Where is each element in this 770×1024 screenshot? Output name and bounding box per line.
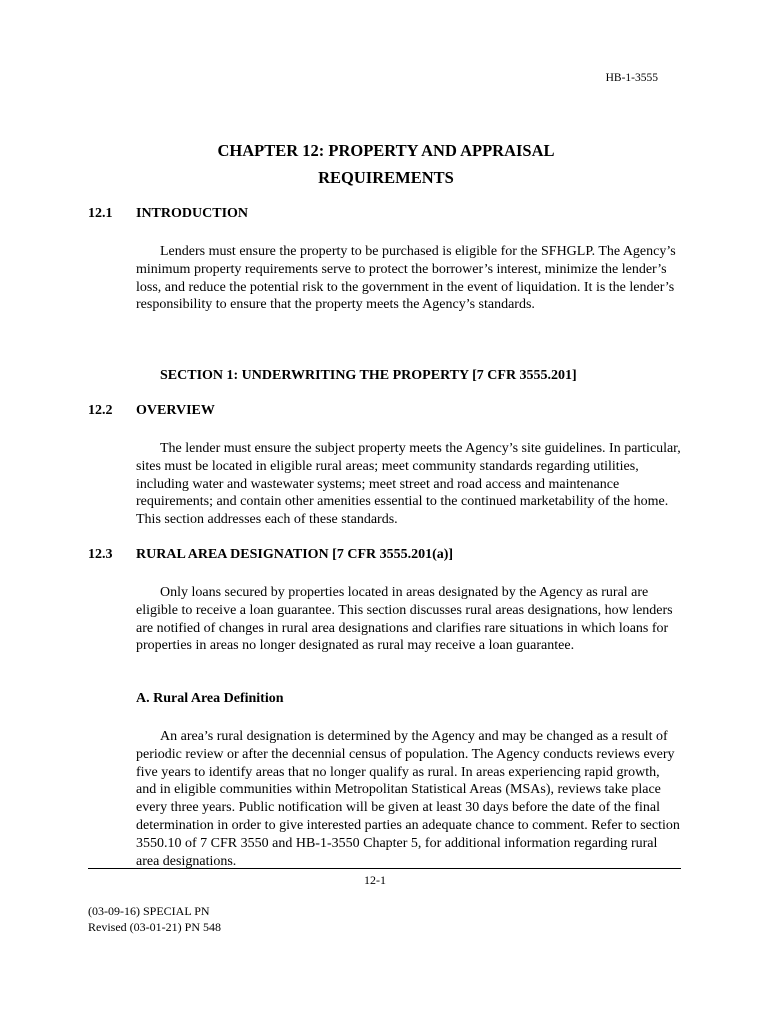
section-1-banner: SECTION 1: UNDERWRITING THE PROPERTY [7 CFR 3555.201]: [160, 368, 577, 383]
subsection-title-rural-definition: A. Rural Area Definition: [136, 691, 284, 706]
chapter-title-line1: CHAPTER 12: PROPERTY AND APPRAISAL: [217, 141, 555, 160]
section-number-intro: 12.1: [88, 206, 113, 221]
overview-paragraph: The lender must ensure the subject property meets the Agency’s site guidelines. In particular, sites must be located in eligible rural areas; meet community standards regarding utilities, including water and wastewater systems; meet street and road access and maintenance requirements; and contain other amenities essential to the continued marketability of the home. This section addresses each of these standards.: [136, 441, 681, 528]
chapter-title-line2: REQUIREMENTS: [318, 168, 454, 187]
section-title-rural: RURAL AREA DESIGNATION [7 CFR 3555.201(a)]: [136, 547, 454, 562]
revision-notes: [88, 903, 221, 935]
footer-divider: [88, 868, 681, 869]
revision-note-1: (03-09-16) SPECIAL PN: [88, 904, 210, 918]
document-code: HB-1-3555: [605, 72, 658, 84]
section-number-overview: 12.2: [88, 403, 113, 418]
chapter-title: [136, 137, 636, 191]
rural-definition-paragraph: An area’s rural designation is determined by the Agency and may be changed as a result of periodic review or after the decennial census of population. The Agency conducts reviews every five years to identify areas that no longer qualify as rural. In areas experiencing rapid growth, and in eligible communities within Metropolitan Statistical Areas (MSAs), reviews take place every three years. Public notification will be given at least 30 days before the date of the final determination in order to give interested parties an adequate chance to comment. Refer to section 3550.10 of 7 CFR 3550 and HB-1-3550 Chapter 5, for additional information regarding rural area designations.: [136, 729, 680, 869]
intro-paragraph: Lenders must ensure the property to be purchased is eligible for the SFHGLP. The Agency’s minimum property requirements serve to protect the borrower’s interest, minimize the lender’s loss, and reduce the potential risk to the government in the event of liquidation. It is the lender’s responsibility to ensure that the property meets the Agency’s standards.: [136, 244, 676, 313]
section-title-intro: INTRODUCTION: [136, 206, 249, 221]
rural-paragraph: Only loans secured by properties located in areas designated by the Agency as rural are eligible to receive a loan guarantee. This section discusses rural areas designations, how lenders are notified of changes in rural area designations and clarifies rare situations in which loans for properties in areas no longer designated as rural may receive a loan guarantee.: [136, 585, 673, 654]
page-number: 12-1: [364, 873, 386, 887]
section-title-overview: OVERVIEW: [136, 403, 215, 418]
section-number-rural: 12.3: [88, 547, 113, 562]
revision-note-2: Revised (03-01-21) PN 548: [88, 920, 221, 934]
